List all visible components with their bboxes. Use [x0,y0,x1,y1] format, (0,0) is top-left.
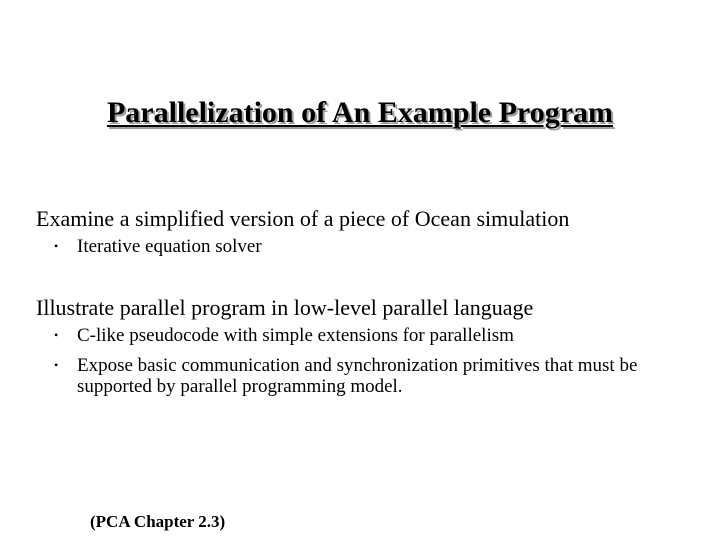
section-heading: Examine a simplified version of a piece of Ocean simulation [36,206,570,231]
bullet-item [36,355,696,397]
bullet-item [36,325,696,346]
slide-title: Parallelization of An Example Program [106,96,614,129]
bullet-text: Expose basic communication and synchronization primitives that must be supported by parallel programming model. [77,355,638,397]
section-heading: Illustrate parallel program in low-level parallel language [36,295,534,320]
bullet-dot-icon: • [54,239,59,253]
bullet-list [36,236,696,257]
bullet-dot-icon: • [54,358,59,372]
bullet-text: C-like pseudocode with simple extensions for parallelism [77,325,514,346]
slide-body [36,205,696,406]
bullet-list [36,325,696,397]
chapter-reference: (PCA Chapter 2.3) [90,512,226,531]
bullet-dot-icon: • [54,328,59,342]
bullet-item [36,236,696,257]
bullet-text: Iterative equation solver [77,236,262,257]
